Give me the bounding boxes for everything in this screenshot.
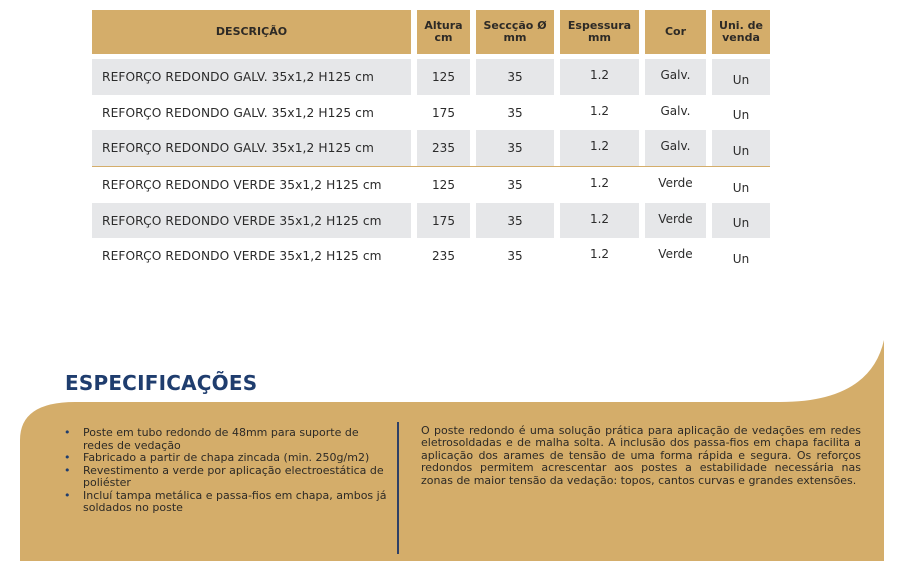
cell-descricao: REFORÇO REDONDO VERDE 35x1,2 H125 cm xyxy=(102,249,382,264)
table-header xyxy=(92,10,770,54)
cell-unidade: Un xyxy=(712,130,770,166)
spec-bullet-item xyxy=(62,465,392,490)
cell-seccao: 35 xyxy=(476,59,554,95)
cell-seccao: 35 xyxy=(507,249,523,264)
cell-descricao: REFORÇO REDONDO VERDE 35x1,2 H125 cm xyxy=(102,177,382,192)
specs-title: ESPECIFICAÇÕES xyxy=(65,371,258,395)
table-row xyxy=(92,238,770,274)
bullet-icon: • xyxy=(64,463,71,477)
table-row xyxy=(92,203,770,239)
table-body xyxy=(92,59,770,274)
cell-descricao: REFORÇO REDONDO GALV. 35x1,2 H125 cm xyxy=(92,130,411,166)
cell-seccao: 35 xyxy=(507,177,523,192)
header-espessura: Espessura mm xyxy=(560,10,639,54)
cell-altura: 175 xyxy=(432,105,455,120)
cell-descricao: REFORÇO REDONDO GALV. 35x1,2 H125 cm xyxy=(92,59,411,95)
bullet-icon: • xyxy=(64,451,71,464)
spec-bullet-item xyxy=(62,490,392,515)
cell-unidade: Un xyxy=(732,180,750,195)
specs-description: O poste redondo é uma solução prática para aplicação de vedações em redes eletrosoldadas e de malha solta. A inclusão dos passa-fios em chapa facilita a aplicação dos arames de tensão de uma forma rápida e segura. Os reforços redondos permitem acrescentar aos postes a estabilidade necessária nas zonas de maior tensão da vedação: topos, cantos curvas e grandes extensões. xyxy=(421,424,861,487)
header-seccao: Seccção Ø mm xyxy=(476,10,554,54)
cell-espessura: 1.2 xyxy=(560,59,639,95)
cell-espessura: 1.2 xyxy=(589,247,610,262)
cell-cor: Galv. xyxy=(645,130,706,166)
bullet-text: Fabricado a partir de chapa zincada (min. 250g/m2) xyxy=(83,451,370,464)
cell-espessura: 1.2 xyxy=(589,103,610,118)
bullet-text: Poste em tubo redondo de 48mm para suporte de redes de vedação xyxy=(83,426,359,452)
specs-bullet-list xyxy=(62,427,392,515)
cell-altura: 175 xyxy=(417,203,470,239)
bullet-icon: • xyxy=(64,488,71,502)
cell-espessura: 1.2 xyxy=(560,130,639,166)
header-cor: Cor xyxy=(645,10,706,54)
cell-cor: Verde xyxy=(658,176,693,191)
cell-altura: 125 xyxy=(417,59,470,95)
cell-cor: Verde xyxy=(645,203,706,239)
header-descricao: DESCRIÇÃO xyxy=(92,10,411,54)
cell-altura: 125 xyxy=(432,177,455,192)
table-row xyxy=(92,95,770,131)
cell-altura: 235 xyxy=(432,249,455,264)
cell-cor: Verde xyxy=(658,247,693,262)
spec-bullet-item xyxy=(62,427,392,452)
header-altura: Altura cm xyxy=(417,10,470,54)
cell-seccao: 35 xyxy=(476,203,554,239)
header-unidade: Uni. de venda xyxy=(712,10,770,54)
cell-unidade: Un xyxy=(732,108,750,123)
table-row xyxy=(92,59,770,95)
cell-unidade: Un xyxy=(732,252,750,267)
cell-descricao: REFORÇO REDONDO GALV. 35x1,2 H125 cm xyxy=(102,105,374,120)
cell-unidade: Un xyxy=(712,203,770,239)
cell-cor: Galv. xyxy=(660,103,691,118)
bullet-text: Revestimento a verde por aplicação electroestática de poliéster xyxy=(83,463,384,489)
cell-descricao: REFORÇO REDONDO VERDE 35x1,2 H125 cm xyxy=(92,203,411,239)
bullet-icon: • xyxy=(64,426,71,439)
cell-seccao: 35 xyxy=(507,105,523,120)
cell-unidade: Un xyxy=(712,59,770,95)
bullet-text: Incluí tampa metálica e passa-fios em chapa, ambos já soldados no poste xyxy=(83,488,387,514)
column-divider xyxy=(397,422,399,554)
table-row xyxy=(92,167,770,203)
cell-espessura: 1.2 xyxy=(589,176,610,191)
cell-altura: 235 xyxy=(417,130,470,166)
cell-cor: Galv. xyxy=(645,59,706,95)
table-row xyxy=(92,130,770,167)
cell-seccao: 35 xyxy=(476,130,554,166)
product-table xyxy=(92,10,770,274)
cell-espessura: 1.2 xyxy=(560,203,639,239)
